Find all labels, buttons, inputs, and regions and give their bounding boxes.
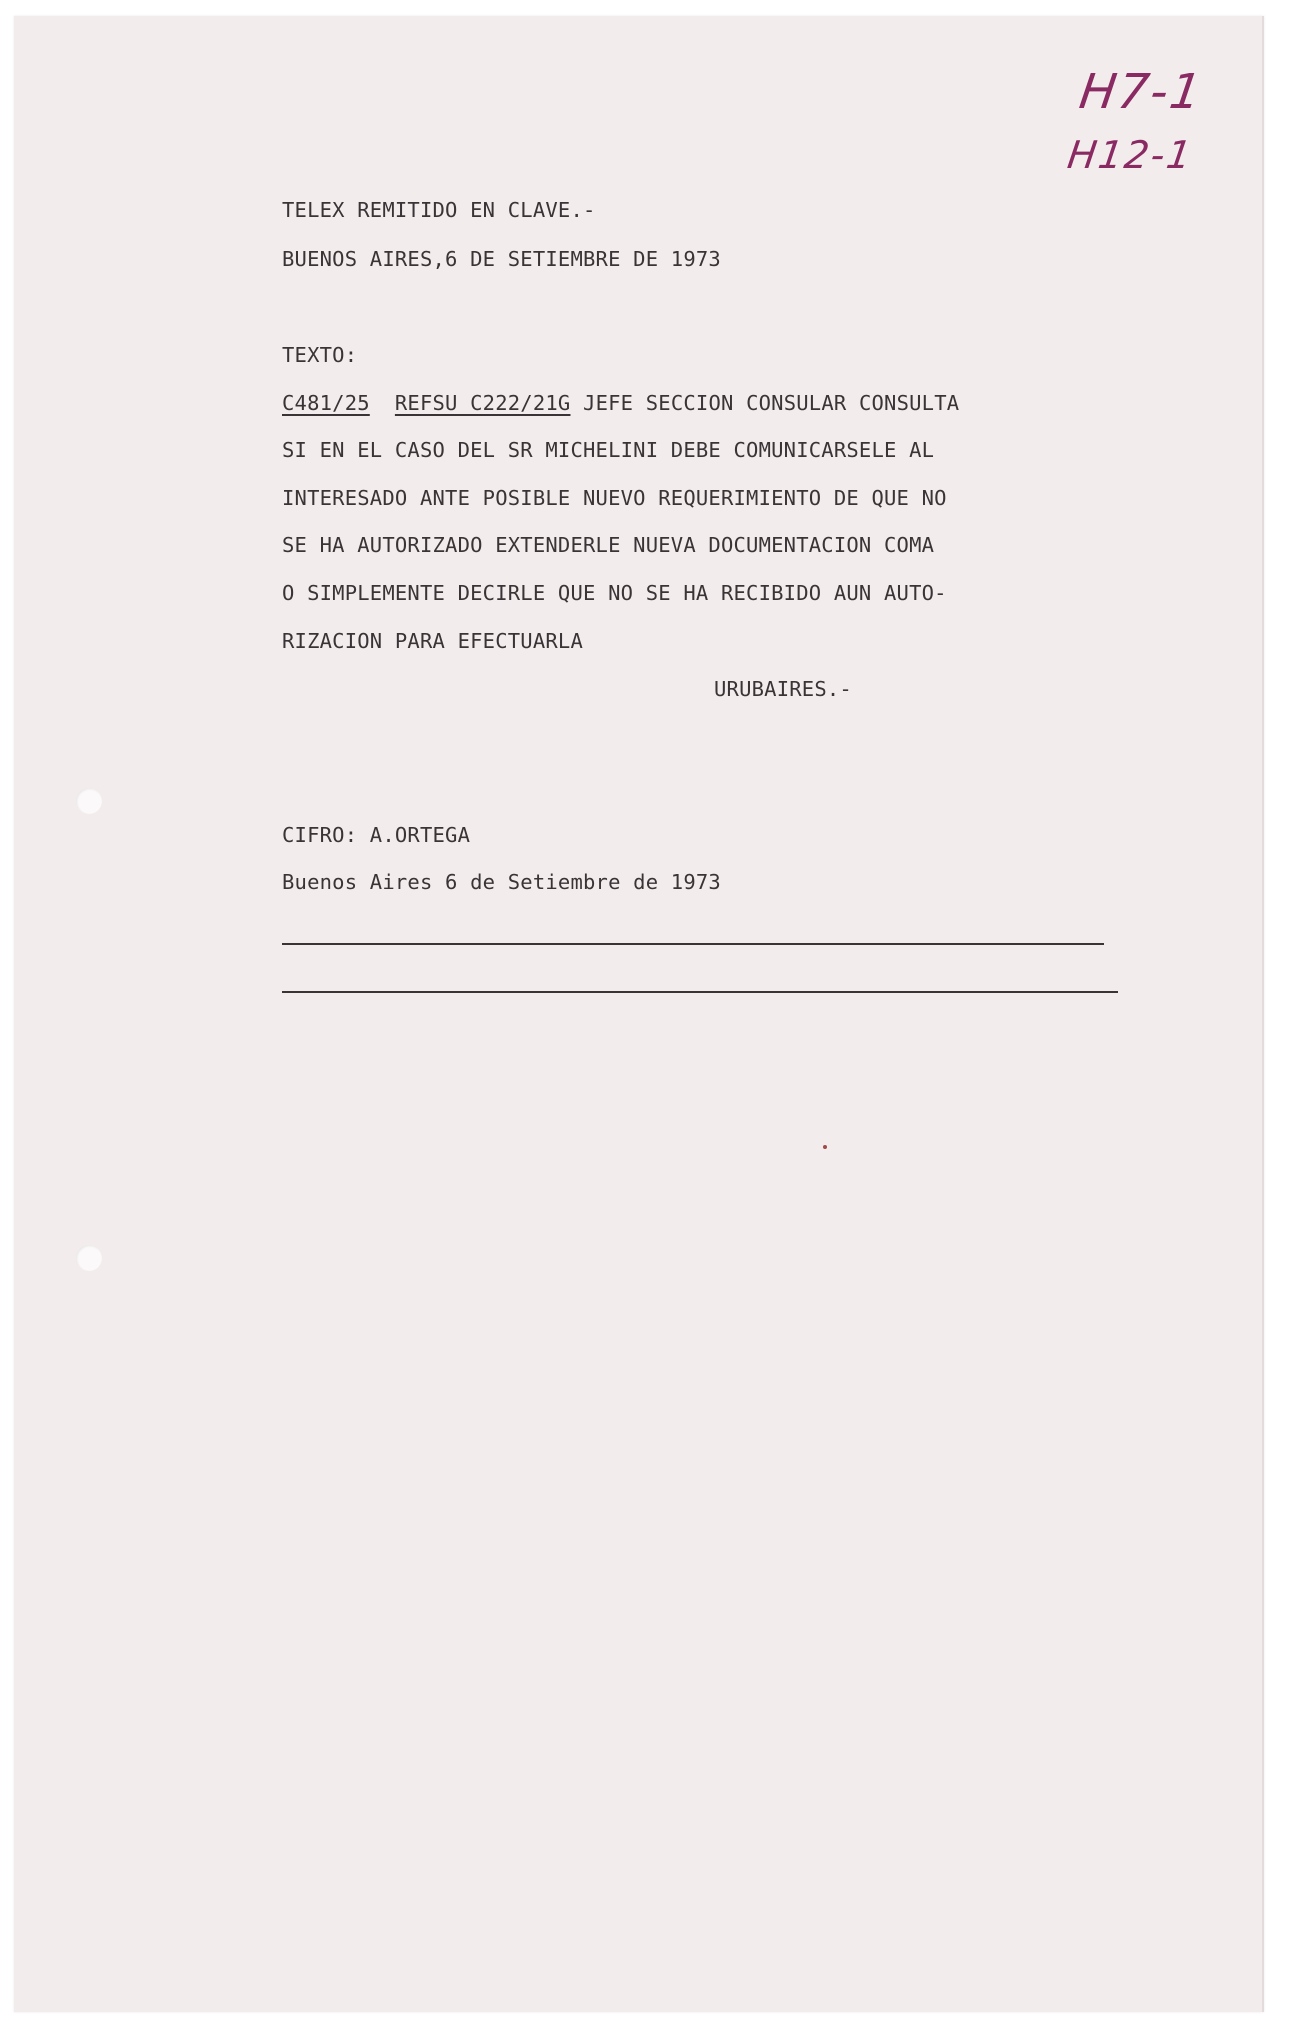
- handwritten-annotation: H12-1: [1064, 133, 1196, 177]
- body-text: JEFE SECCION CONSULAR CONSULTA: [570, 391, 960, 415]
- body-line-4: SE HA AUTORIZADO EXTENDERLE NUEVA DOCUMENTACION COMA: [282, 533, 935, 557]
- telex-date-heading: BUENOS AIRES,6 DE SETIEMBRE DE 1973: [282, 247, 721, 271]
- body-line-3: INTERESADO ANTE POSIBLE NUEVO REQUERIMIENTO DE QUE NO: [282, 486, 947, 510]
- texto-label: TEXTO:: [282, 343, 358, 367]
- body-line-2: SI EN EL CASO DEL SR MICHELINI DEBE COMUNICARSELE AL: [282, 438, 935, 462]
- body-line-1: [282, 391, 959, 415]
- handwritten-annotation: H7-1: [1076, 64, 1207, 120]
- paper-sheet: [14, 16, 1264, 2012]
- punch-hole: [76, 1245, 102, 1271]
- body-line-5: O SIMPLEMENTE DECIRLE QUE NO SE HA RECIBIDO AUN AUTO-: [282, 581, 947, 605]
- reference-code: C481/25: [282, 391, 370, 415]
- body-line-6: RIZACION PARA EFECTUARLA: [282, 629, 584, 653]
- cifro-line: CIFRO: A.ORTEGA: [282, 823, 471, 847]
- punch-hole: [76, 788, 102, 814]
- ink-speck: [823, 1145, 827, 1149]
- telex-title: TELEX REMITIDO EN CLAVE.-: [282, 198, 596, 222]
- signature: URUBAIRES.-: [714, 677, 852, 701]
- place-date-line: Buenos Aires 6 de Setiembre de 1973: [282, 870, 721, 894]
- divider-line: [282, 943, 1104, 945]
- divider-line: [282, 991, 1118, 993]
- reference-code: REFSU C222/21G: [394, 391, 571, 415]
